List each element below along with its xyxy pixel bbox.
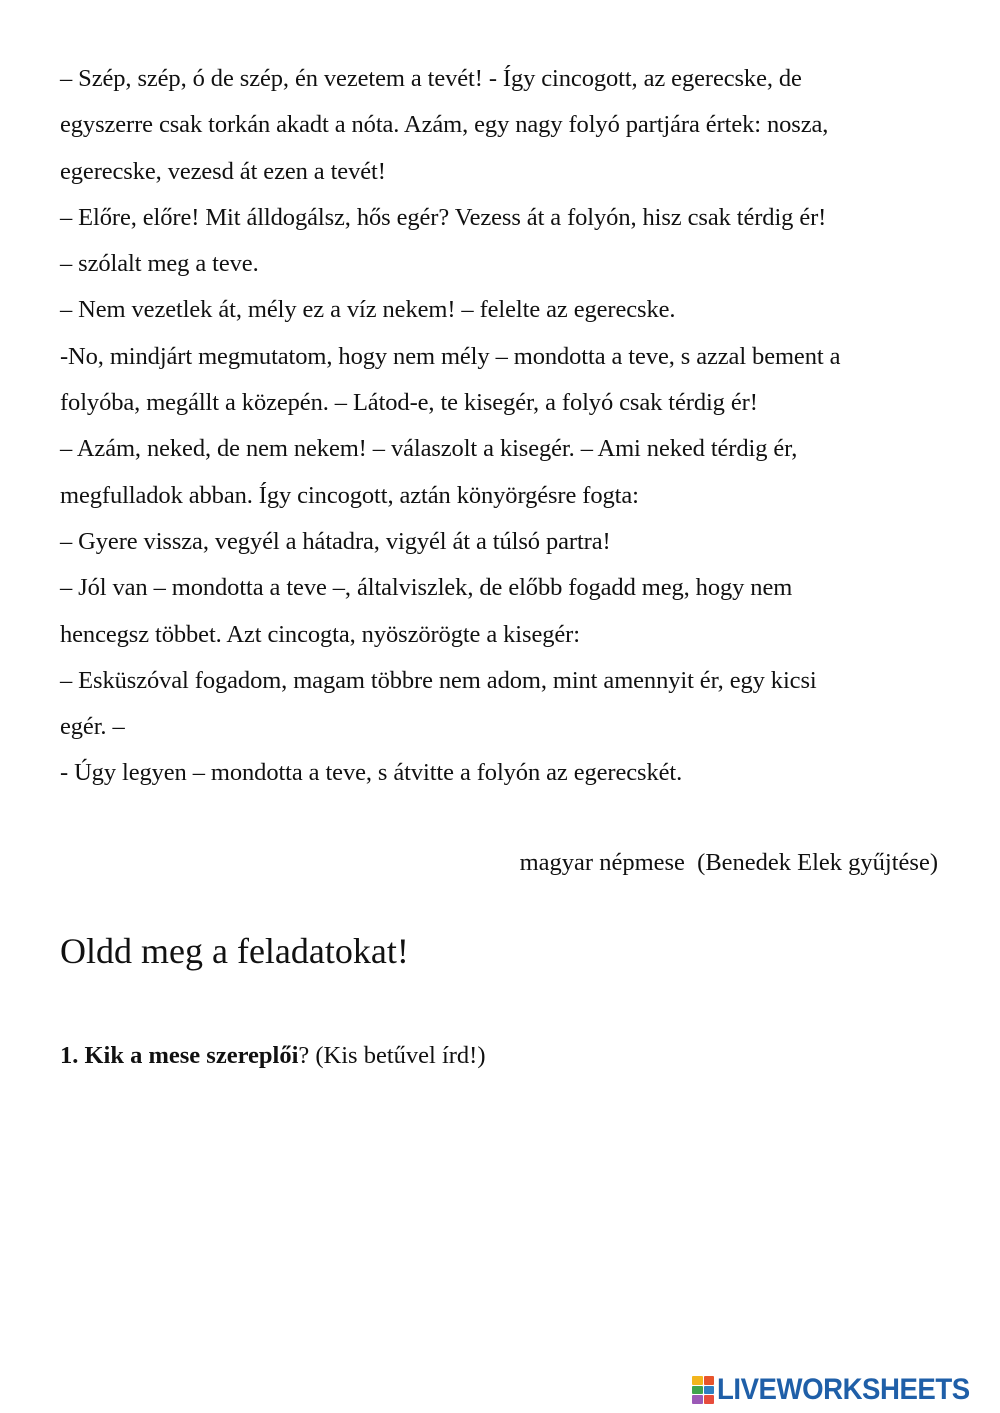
story-line: – szólalt meg a teve. [60,250,259,278]
story-text [60,56,940,797]
task-1-question [60,1036,485,1076]
story-line: – Előre, előre! Mit álldogálsz, hős egér? Vezess át a folyón, hisz csak térdig ér! [60,203,827,231]
story-line: egér. – [60,713,125,741]
story-line: folyóba, megállt a közepén. – Látod-e, te kisegér, a folyó csak térdig ér! [60,389,758,417]
task-1-label: 1. Kik a mese szereplői [60,1042,299,1069]
story-line: egyszerre csak torkán akadt a nóta. Azám, egy nagy folyó partjára értek: nosza, [60,111,829,139]
story-line: – Esküszóval fogadom, magam többre nem adom, mint amennyit ér, egy kicsi [60,666,817,694]
story-line: – Jól van – mondotta a teve –, általviszlek, de előbb fogadd meg, hogy nem [60,574,793,602]
tasks-heading: Oldd meg a feladatokat! [60,931,409,971]
story-line: hencegsz többet. Azt cincogta, nyöszörögte a kisegér: [60,620,580,648]
liveworksheets-logo[interactable] [692,1372,992,1408]
story-line: – Szép, szép, ó de szép, én vezetem a tevét! - Így cincogott, az egerecske, de [60,65,802,92]
story-line: – Azám, neked, de nem nekem! – válaszolt a kisegér. – Ami neked térdig ér, [60,435,798,463]
story-line: – Gyere vissza, vegyél a hátadra, vigyél át a túlsó partra! [60,527,611,555]
story-line: egerecske, vezesd át ezen a tevét! [60,157,386,185]
story-line: megfulladok abban. Így cincogott, aztán könyörgésre fogta: [60,481,639,509]
task-1-instruction: ? (Kis betűvel írd!) [298,1042,486,1069]
story-line: -No, mindjárt megmutatom, hogy nem mély – mondotta a teve, s azzal bement a [60,342,841,370]
story-line: - Úgy legyen – mondotta a teve, s átvitte a folyón az egerecskét. [60,759,683,787]
story-source: magyar népmese (Benedek Elek gyűjtése) [519,849,938,876]
liveworksheets-logo-text: LIVEWORKSHEETS [717,1373,971,1406]
story-line: – Nem vezetlek át, mély ez a víz nekem! – felelte az egerecske. [60,296,676,324]
liveworksheets-logo-icon [692,1376,714,1404]
